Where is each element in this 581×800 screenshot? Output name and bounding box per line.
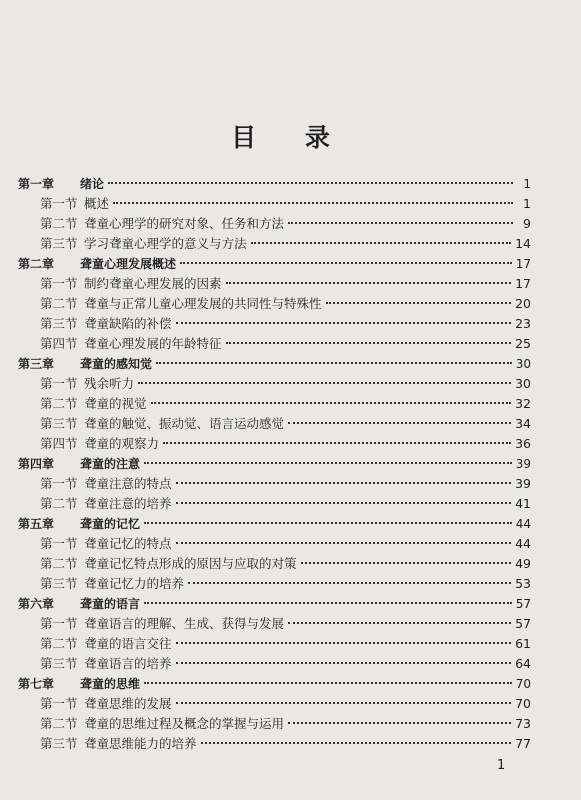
toc-section-row [18, 414, 531, 434]
toc-chapter-row [18, 674, 531, 694]
toc-section-row [18, 314, 531, 334]
dot-leader [113, 201, 513, 204]
section-page-number: 57 [515, 616, 531, 631]
section-title: 聋童缺陷的补偿 [84, 316, 172, 331]
section-page-number: 30 [515, 376, 531, 391]
section-page-number: 20 [515, 296, 531, 311]
section-page-number: 61 [515, 636, 531, 651]
section-title: 聋童的思维过程及概念的掌握与运用 [84, 716, 285, 731]
section-title: 聋童心理发展的年龄特征 [84, 336, 222, 351]
dot-leader [288, 621, 511, 624]
dot-leader [176, 701, 512, 704]
section-page-number: 14 [515, 236, 531, 251]
dot-leader [288, 421, 511, 424]
toc-section-row [18, 194, 531, 214]
section-number: 第二节 [40, 716, 78, 731]
section-number: 第四节 [40, 436, 78, 451]
dot-leader [144, 461, 512, 464]
section-page-number: 41 [515, 496, 531, 511]
section-number: 第一节 [40, 536, 78, 551]
section-title: 聋童的语言交往 [84, 636, 172, 651]
dot-leader [138, 381, 511, 384]
section-title: 聋童思维的发展 [84, 696, 172, 711]
section-page-number: 34 [515, 416, 531, 431]
dot-leader [188, 581, 511, 584]
chapter-title: 聋童的思维 [80, 677, 141, 691]
dot-leader [226, 341, 512, 344]
toc-section-row [18, 714, 531, 734]
toc-chapter-row [18, 454, 531, 474]
section-title: 聋童的视觉 [84, 396, 147, 411]
section-title: 聋童与正常儿童心理发展的共同性与特殊性 [84, 296, 322, 311]
chapter-number: 第七章 [18, 677, 55, 691]
section-title: 残余听力 [84, 376, 135, 391]
dot-leader [108, 181, 513, 184]
toc-section-row [18, 494, 531, 514]
section-title: 学习聋童心理学的意义与方法 [84, 236, 247, 251]
section-page-number: 23 [515, 316, 531, 331]
dot-leader [176, 661, 512, 664]
toc-section-row [18, 534, 531, 554]
dot-leader [144, 681, 512, 684]
section-number: 第三节 [40, 316, 78, 331]
toc-section-row [18, 274, 531, 294]
toc-section-row [18, 734, 531, 754]
section-page-number: 77 [515, 736, 531, 751]
dot-leader [176, 501, 512, 504]
section-number: 第一节 [40, 196, 78, 211]
dot-leader [201, 741, 512, 744]
section-number: 第四节 [40, 336, 78, 351]
section-page-number: 73 [515, 716, 531, 731]
chapter-title: 绪论 [80, 177, 105, 191]
toc-section-row [18, 334, 531, 354]
section-page-number: 17 [515, 276, 531, 291]
toc-section-row [18, 294, 531, 314]
toc-chapter-row [18, 514, 531, 534]
toc-section-row [18, 214, 531, 234]
dot-leader [180, 261, 512, 264]
toc-section-row [18, 374, 531, 394]
dot-leader [176, 541, 512, 544]
dot-leader [163, 441, 511, 444]
section-title: 聋童思维能力的培养 [84, 736, 197, 751]
page-title: 目 录 [231, 123, 350, 152]
chapter-title: 聋童的语言 [80, 597, 141, 611]
section-number: 第一节 [40, 696, 78, 711]
section-number: 第一节 [40, 476, 78, 491]
dot-leader [144, 521, 512, 524]
section-page-number: 44 [515, 536, 531, 551]
section-page-number: 49 [515, 556, 531, 571]
dot-leader [144, 601, 512, 604]
dot-leader [176, 641, 512, 644]
section-page-number: 64 [515, 656, 531, 671]
toc-chapter-row [18, 254, 531, 274]
dot-leader [156, 361, 512, 364]
chapter-number: 第四章 [18, 457, 55, 471]
section-number: 第二节 [40, 396, 78, 411]
section-number: 第二节 [40, 216, 78, 231]
section-title: 概述 [84, 196, 110, 211]
section-page-number: 1 [523, 196, 531, 211]
section-number: 第二节 [40, 636, 78, 651]
dot-leader [176, 321, 512, 324]
section-page-number: 53 [515, 576, 531, 591]
toc-section-row [18, 434, 531, 454]
chapter-page-number: 57 [515, 597, 531, 611]
section-number: 第三节 [40, 656, 78, 671]
toc-chapter-row [18, 594, 531, 614]
dot-leader [301, 561, 512, 564]
section-title: 聋童语言的理解、生成、获得与发展 [84, 616, 285, 631]
chapter-number: 第三章 [18, 357, 55, 371]
section-title: 聋童的触觉、振动觉、语言运动感觉 [84, 416, 285, 431]
section-page-number: 70 [515, 696, 531, 711]
toc-section-row [18, 574, 531, 594]
toc-section-row [18, 634, 531, 654]
chapter-number: 第一章 [18, 177, 55, 191]
section-number: 第一节 [40, 616, 78, 631]
dot-leader [326, 301, 512, 304]
chapter-title: 聋童心理发展概述 [80, 257, 177, 271]
section-title: 聋童的观察力 [84, 436, 160, 451]
section-page-number: 39 [515, 476, 531, 491]
toc-section-row [18, 234, 531, 254]
toc-section-row [18, 394, 531, 414]
section-page-number: 32 [515, 396, 531, 411]
section-title: 聋童记忆的特点 [84, 536, 172, 551]
section-number: 第二节 [40, 496, 78, 511]
section-title: 制约聋童心理发展的因素 [84, 276, 222, 291]
toc-section-row [18, 694, 531, 714]
section-title: 聋童语言的培养 [84, 656, 172, 671]
chapter-number: 第五章 [18, 517, 55, 531]
chapter-page-number: 17 [515, 257, 531, 271]
section-number: 第三节 [40, 236, 78, 251]
chapter-title: 聋童的感知觉 [80, 357, 153, 371]
toc-section-row [18, 654, 531, 674]
dot-leader [151, 401, 512, 404]
section-number: 第一节 [40, 276, 78, 291]
dot-leader [251, 241, 512, 244]
toc-chapter-row [18, 354, 531, 374]
dot-leader [226, 281, 512, 284]
chapter-number: 第二章 [18, 257, 55, 271]
dot-leader [176, 481, 512, 484]
section-title: 聋童注意的特点 [84, 476, 172, 491]
chapter-page-number: 44 [515, 517, 531, 531]
section-page-number: 25 [515, 336, 531, 351]
chapter-title: 聋童的注意 [80, 457, 141, 471]
section-number: 第三节 [40, 576, 78, 591]
chapter-number: 第六章 [18, 597, 55, 611]
chapter-page-number: 30 [515, 357, 531, 371]
section-number: 第三节 [40, 736, 78, 751]
chapter-title: 聋童的记忆 [80, 517, 141, 531]
section-title: 聋童记忆力的培养 [84, 576, 185, 591]
section-number: 第二节 [40, 296, 78, 311]
section-number: 第一节 [40, 376, 78, 391]
page-number: 1 [497, 758, 506, 773]
chapter-page-number: 39 [515, 457, 531, 471]
section-title: 聋童心理学的研究对象、任务和方法 [84, 216, 285, 231]
toc-chapter-row [18, 174, 531, 194]
dot-leader [288, 721, 511, 724]
section-number: 第二节 [40, 556, 78, 571]
table-of-contents [18, 174, 531, 754]
dot-leader [288, 221, 513, 224]
section-title: 聋童记忆特点形成的原因与应取的对策 [84, 556, 297, 571]
toc-section-row [18, 474, 531, 494]
chapter-page-number: 1 [523, 177, 531, 191]
section-number: 第三节 [40, 416, 78, 431]
section-page-number: 36 [515, 436, 531, 451]
toc-section-row [18, 554, 531, 574]
toc-section-row [18, 614, 531, 634]
section-page-number: 9 [523, 216, 531, 231]
chapter-page-number: 70 [515, 677, 531, 691]
section-title: 聋童注意的培养 [84, 496, 172, 511]
